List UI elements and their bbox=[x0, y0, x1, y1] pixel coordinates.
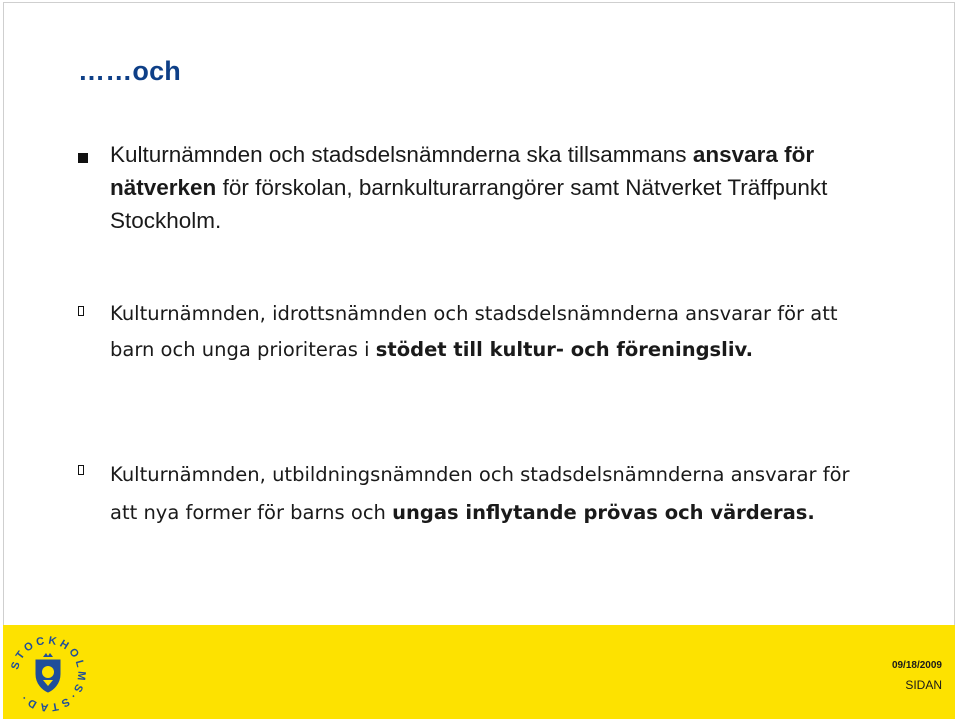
bullet-text-bold: ansvara för nätverken bbox=[110, 142, 815, 200]
slide-title: ……och bbox=[78, 56, 182, 86]
bullet-text-part: Kulturnämnden, idrottsnämnden och stadsdelsnämnderna ansvarar för att barn och unga prioriteras i bbox=[110, 302, 838, 361]
footer-bar bbox=[3, 625, 955, 719]
bullet-text-part: Kulturnämnden, utbildningsnämnden och stadsdelsnämnderna ansvarar för att nya former för barns och bbox=[110, 463, 850, 524]
footer-date: 09/18/2009 bbox=[891, 660, 942, 671]
svg-text:STOCKHOLMS·STAD·: STOCKHOL S·STAD· bbox=[10, 634, 86, 714]
square-bullet-icon bbox=[78, 465, 84, 475]
footer-page-label: SIDAN bbox=[905, 678, 942, 692]
bullet-text-bold: ungas inflytande prövas och värderas. bbox=[392, 501, 815, 524]
bullet-text bbox=[110, 456, 870, 532]
bullet-text bbox=[110, 138, 870, 237]
square-bullet-icon bbox=[78, 306, 84, 316]
square-bullet-icon bbox=[78, 153, 88, 163]
stockholm-crest-icon bbox=[10, 628, 86, 714]
bullet-text-part: Kulturnämnden och stadsdelsnämnderna ska tillsammans bbox=[110, 142, 693, 167]
bullet-text bbox=[110, 296, 870, 368]
bullet-text-bold: stödet till kultur- och föreningsliv. bbox=[375, 338, 754, 361]
bullet-text-part: för förskolan, barnkulturarrangörer samt Nätverket Träffpunkt Stockholm. bbox=[110, 175, 828, 233]
